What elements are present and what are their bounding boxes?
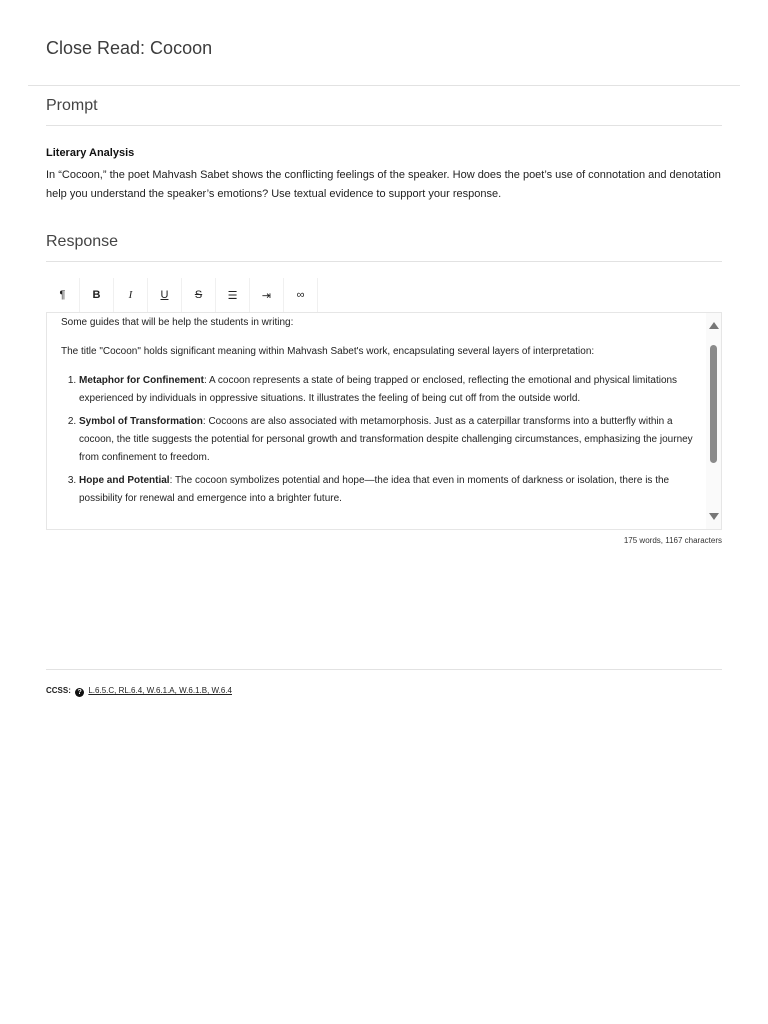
list-item-term: Metaphor for Confinement (79, 375, 204, 386)
ccss-label: CCSS: (46, 686, 71, 695)
prompt-section-title: Prompt (46, 86, 722, 126)
prompt-text: In “Cocoon,” the poet Mahvash Sabet shows the conflicting feelings of the speaker. How does the poet’s use of connotation and denotation help you understand the speaker’s emotions? Use textual evidence to support your response. (46, 169, 721, 200)
standards-footer (46, 669, 722, 697)
page-header (28, 0, 740, 86)
editor-scrollbar[interactable] (706, 313, 721, 529)
underline-button[interactable]: U (148, 278, 182, 312)
scroll-thumb[interactable] (710, 345, 717, 463)
editor-content[interactable] (47, 313, 721, 508)
list-item-term: Hope and Potential (79, 475, 170, 486)
list-item (79, 472, 693, 508)
strikethrough-button[interactable]: S (182, 278, 216, 312)
list-item-text: : The cocoon symbolizes potential and hope—the idea that even in moments of darkness or isolation, there is the possibility for renewal and emergence into a brighter future. (79, 475, 670, 504)
editor-intro-1: Some guides that will be help the students in writing: (61, 317, 294, 328)
standards-links[interactable]: L.6.5.C, RL.6.4, W.6.1.A, W.6.1.B, W.6.4 (88, 686, 232, 695)
paragraph-button[interactable]: ¶ (46, 278, 80, 312)
page-title: Close Read: Cocoon (46, 38, 213, 58)
scroll-up-arrow-icon[interactable] (709, 322, 719, 329)
list-item-text: : Cocoons are also associated with metamorphosis. Just as a caterpillar transforms into a butterfly within a cocoon, the title suggests the potential for personal growth and transformation despite challenging circumstances, emphasizing the journey from confinement to freedom. (79, 416, 693, 463)
prompt-section (46, 86, 722, 545)
editor-list (61, 372, 693, 508)
editor-intro-2: The title "Cocoon" holds significant meaning within Mahvash Sabet's work, encapsulating several layers of interpretation: (61, 346, 595, 357)
indent-button[interactable]: ⇥ (250, 278, 284, 312)
italic-button[interactable]: I (114, 278, 148, 312)
scroll-down-arrow-icon[interactable] (709, 513, 719, 520)
response-section-title: Response (46, 222, 722, 262)
response-editor[interactable] (46, 312, 722, 530)
word-count: 175 words, 1167 characters (623, 536, 722, 545)
list-item-term: Symbol of Transformation (79, 416, 203, 427)
list-item-text: : A cocoon represents a state of being trapped or enclosed, reflecting the emotional and physical limitations experienced by individuals in oppressive situations. It illustrates the feeling of being cut off from the outside world. (79, 375, 678, 404)
editor-toolbar (46, 278, 722, 312)
info-icon[interactable]: ? (75, 688, 84, 697)
bold-button[interactable]: B (80, 278, 114, 312)
link-button[interactable]: ∞ (284, 278, 318, 312)
prompt-subheading: Literary Analysis (46, 147, 135, 159)
bullet-list-button[interactable]: ☰ (216, 278, 250, 312)
list-item (79, 413, 693, 467)
list-item (79, 372, 693, 408)
